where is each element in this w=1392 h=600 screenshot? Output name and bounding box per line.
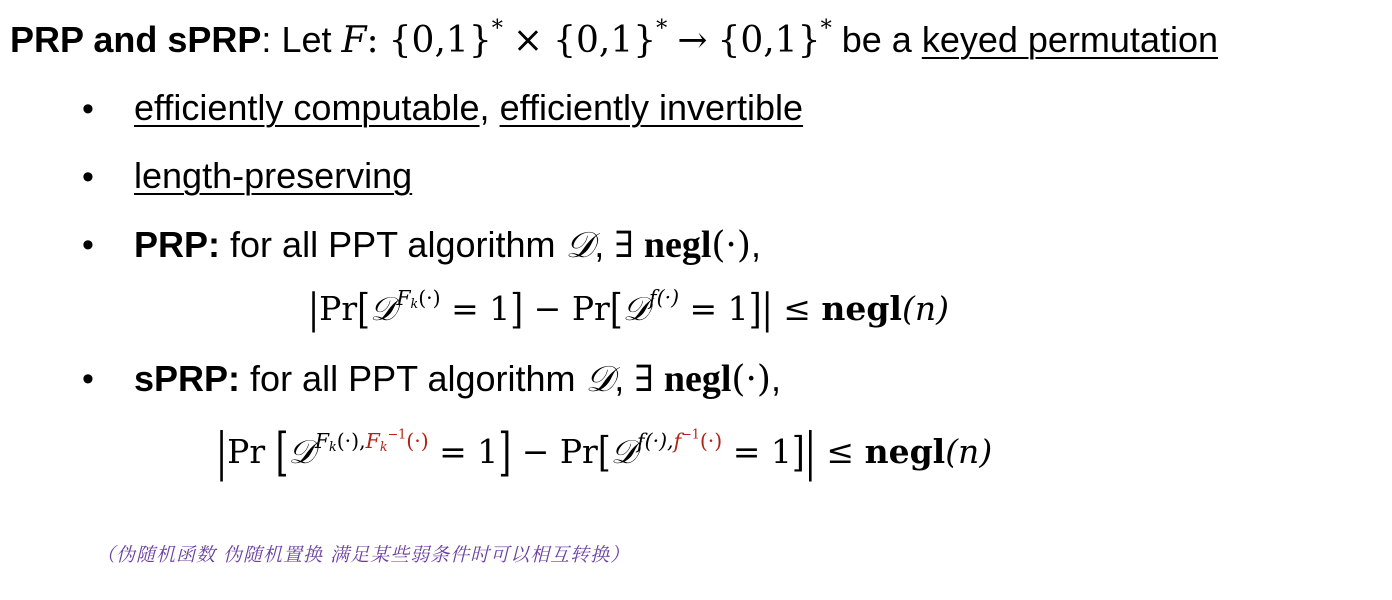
bullet-1-computable: efficiently computable [134,87,480,128]
sprp-n: (n) [945,431,993,471]
bullet-2-length-preserving: length-preserving [134,155,413,196]
sprp-negl: negl [663,358,732,400]
bullet-dot-3: • [82,226,94,264]
sprp-rbr-1: ] [498,421,512,482]
sprp-oracle-arg: (·), [336,428,366,453]
heading-keyed-permutation: keyed permutation [921,19,1219,60]
heading-be-a: be a [841,19,912,60]
prp-pr-2: Pr [571,289,610,328]
heading-sig-colon: : [366,20,379,61]
sprp-oracle-F: F [314,428,330,453]
bullet-3-prp [134,226,761,264]
heading-let: Let [281,19,332,60]
sprp-leq: ≤ [826,431,855,471]
handwritten-note: （伪随机函数 伪随机置换 满足某些弱条件时可以相互转换） [96,544,631,566]
sprp-eq-2: = 1 [732,431,792,471]
heading-star3: * [820,15,832,42]
sprp-formula [216,421,993,482]
prp-rbr-1: ] [510,284,524,333]
sprp-arg: (·) [731,359,771,400]
sprp-trailing: , [770,358,781,399]
heading-F: F [341,20,367,61]
bullet-2 [134,155,413,196]
bullet-4-sprp [134,360,781,398]
heading-colon: : [261,19,272,60]
prp-minus: − [533,289,562,328]
sprp-D: 𝒟 [585,359,615,400]
sprp-exists: ∃ [634,359,654,400]
sprp-minus: − [521,431,550,471]
prp-oracle-f: f(·) [649,285,680,310]
prp-D-1: 𝒟 [369,289,397,328]
bullet-1-comma: , [479,87,490,128]
bullet-dot-4: • [82,360,94,398]
prp-rbr-2: ] [748,284,762,333]
prp-lbr-1: [ [357,284,370,333]
prp-comma: , [594,224,605,265]
sprp-pr-2: Pr [559,431,598,471]
prp-exists: ∃ [614,225,634,266]
heading-star2: * [656,15,668,42]
sprp-inv-arg: (·) [406,428,429,453]
sprp-D-1: 𝒟 [288,431,315,471]
sprp-eq-1: = 1 [439,431,499,471]
prp-negl: negl [643,224,712,266]
sprp-oracle-k: k [329,438,337,454]
prp-D-2: 𝒟 [622,289,650,328]
sprp-inv-exp: −1 [387,426,407,441]
heading-codomain: {0,1} [717,20,821,61]
sprp-text: for all PPT algorithm [250,358,576,399]
heading-arrow: → [677,20,708,61]
bullet-1-invertible: efficiently invertible [499,87,804,128]
prp-oracle-k: k [410,295,419,311]
bullet-dot-2: • [82,158,94,196]
sprp-oracles-1 [314,426,429,454]
prp-abs-open: | [308,284,320,333]
prp-text: for all PPT algorithm [230,224,556,265]
heading-domain1: {0,1} [388,20,492,61]
prp-oracle-Fk [396,286,440,310]
sprp-inv-f: f [673,428,682,453]
sprp-inv-k: k [379,438,388,454]
sprp-inv-f-exp: −1 [681,426,700,441]
prp-eq-1: = 1 [451,289,511,328]
sprp-oracle-f: f(·), [637,428,674,453]
prp-leq: ≤ [783,289,811,328]
prp-oracle-F: F [396,285,411,310]
sprp-inv-F: F [365,428,380,453]
prp-arg: (·) [711,225,751,266]
bullet-dot-1: • [82,90,94,128]
bullet-1 [134,87,804,128]
prp-trailing: , [750,224,761,265]
prp-pr-1: Pr [319,289,358,328]
sprp-lbr-2: [ [597,426,611,476]
heading-title: PRP and sPRP [10,19,262,60]
prp-abs-close: | [761,284,773,333]
sprp-label: sPRP: [134,358,241,399]
heading-line [10,15,1219,61]
sprp-oracles-2 [637,426,723,453]
prp-negl-n: negl [821,289,902,328]
sprp-negl-n: negl [864,431,946,471]
heading-times: × [512,20,544,61]
sprp-inv-f-arg: (·) [699,428,723,453]
prp-n: (n) [901,289,949,328]
sprp-abs-open: | [216,421,228,482]
prp-formula [308,284,949,333]
sprp-abs-close: | [804,421,816,482]
heading-domain2: {0,1} [553,20,657,61]
prp-oracle-arg: (·) [418,285,441,310]
prp-lbr-2: [ [609,284,623,333]
heading-star1: * [491,15,503,42]
sprp-lbr-1: [ [275,421,289,482]
prp-D: 𝒟 [565,225,595,266]
sprp-D-2: 𝒟 [610,431,638,471]
prp-eq-2: = 1 [689,289,749,328]
sprp-rbr-2: ] [791,426,805,476]
sprp-pr-1: Pr [227,431,266,471]
prp-label: PRP: [134,224,221,265]
sprp-comma: , [614,358,625,399]
